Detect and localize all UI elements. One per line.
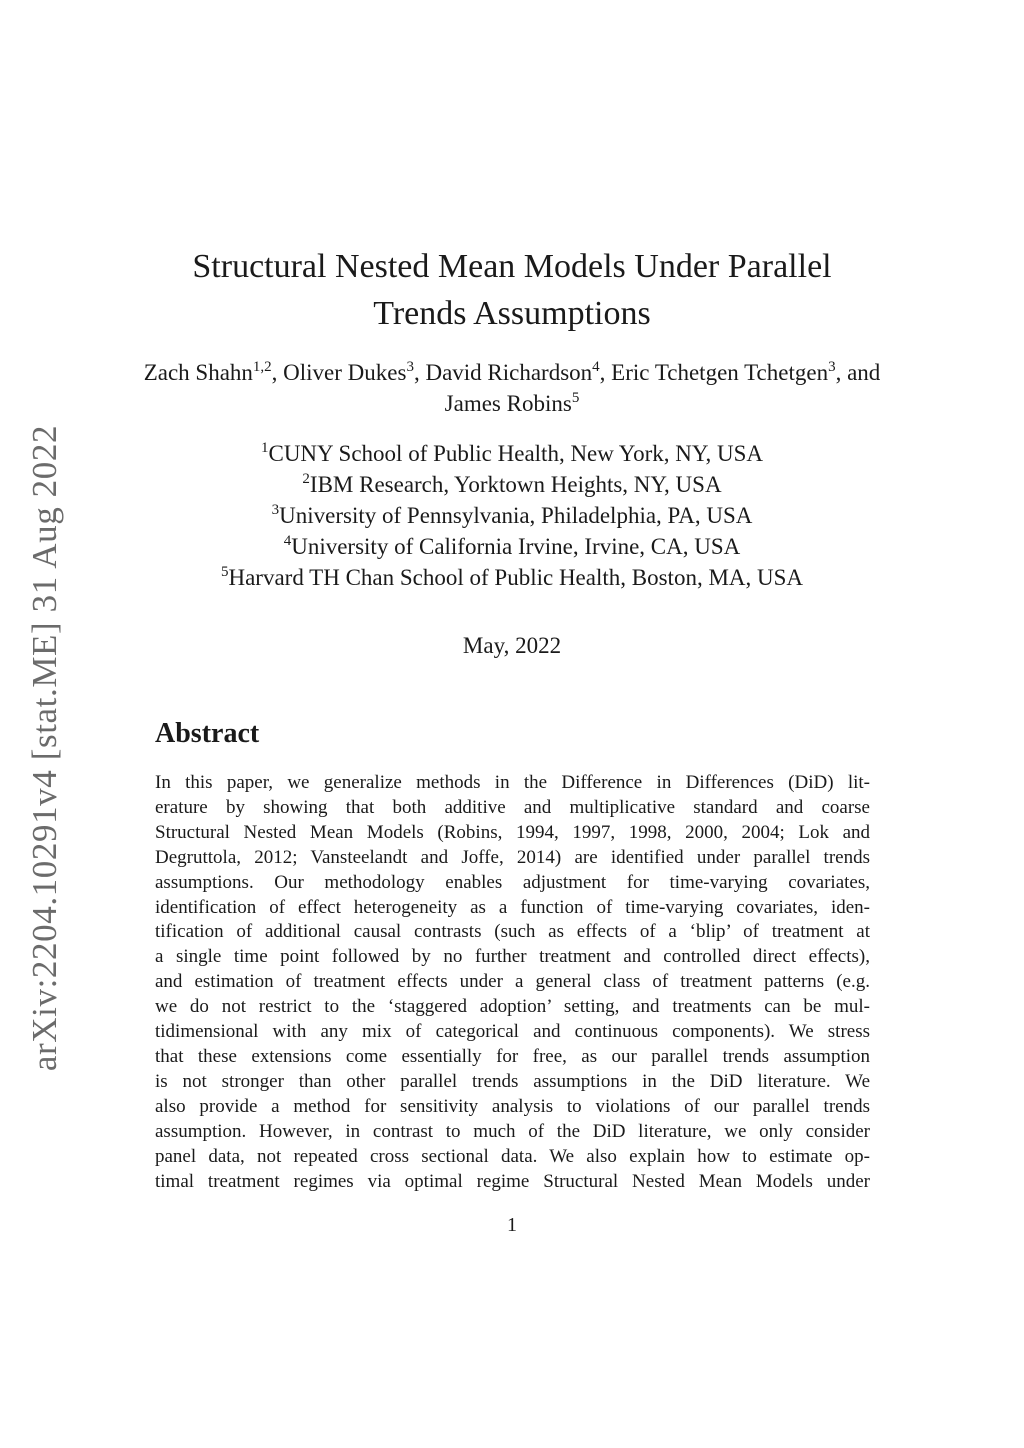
- affiliation: $^1$CUNY School of Public Health, New York, NY, USA: [260, 440, 763, 466]
- abstract-line: Degruttola, 2012; Vansteelandt and Joffe, 2014) are identified under parallel trends: [155, 846, 870, 868]
- author: Eric Tchetgen Tchetgen$^3$: [611, 359, 836, 385]
- author: James Robins$^5$: [444, 390, 580, 416]
- abstract-line: and estimation of treatment effects under a general class of treatment patterns (e.g.: [155, 971, 870, 993]
- author-affiliation-marker: 3: [406, 359, 414, 375]
- abstract-line: assumption. However, in contrast to much of the DiD literature, we only consider: [155, 1120, 870, 1142]
- abstract-line: also provide a method for sensitivity analysis to violations of our parallel trends: [155, 1095, 870, 1117]
- author: Oliver Dukes$^3$: [283, 359, 414, 385]
- author: Zach Shahn$^{1,2}$: [143, 359, 272, 385]
- author-affiliation-marker: 1,2: [252, 359, 272, 375]
- abstract-line: In this paper, we generalize methods in the Difference in Differences (DiD) lit-: [155, 772, 870, 793]
- title-line-2: Trends Assumptions: [373, 295, 651, 332]
- abstract-line: a single time point followed by no further treatment and controlled direct effects),: [155, 946, 870, 968]
- page-number: 1: [507, 1214, 517, 1236]
- abstract-line: identification of effect heterogeneity as a function of time-varying covariates, iden-: [155, 896, 870, 918]
- arxiv-identifier-text: arXiv:2204.10291v4 [stat.ME] 31 Aug 2022: [25, 424, 64, 1072]
- paper-title: [0, 243, 1024, 337]
- abstract-line: erature by showing that both additive and multiplicative standard and coarse: [155, 796, 870, 818]
- affiliation: $^3$University of Pennsylvania, Philadelphia, PA, USA: [271, 502, 753, 528]
- author: David Richardson$^4$: [425, 359, 600, 385]
- abstract-heading: Abstract: [155, 718, 260, 749]
- author-affiliation-marker: 5: [571, 390, 580, 406]
- abstract-line: Structural Nested Mean Models (Robins, 1994, 1997, 1998, 2000, 2004; Lok and: [155, 821, 870, 843]
- abstract-line: tidimensional with any mix of categorical and continuous components). We stress: [155, 1021, 870, 1043]
- abstract-line: that these extensions come essentially for free, as our parallel trends assumption: [155, 1045, 870, 1067]
- abstract-line: we do not restrict to the ‘staggered adoption’ setting, and treatments can be mul-: [155, 996, 870, 1018]
- author-affiliation-marker: 4: [592, 359, 600, 375]
- abstract-line: tification of additional causal contrasts (such as effects of a ‘blip’ of treatment at: [155, 921, 870, 943]
- affiliation-list: [0, 438, 1024, 593]
- abstract-line: assumptions. Our methodology enables adjustment for time-varying covariates,: [155, 871, 870, 893]
- author-affiliation-marker: 3: [828, 359, 836, 375]
- abstract-line: timal treatment regimes via optimal regime Structural Nested Mean Models under: [155, 1170, 870, 1192]
- publication-date: May, 2022: [462, 633, 562, 658]
- affiliation: $^2$IBM Research, Yorktown Heights, NY, USA: [302, 471, 722, 497]
- abstract-body: [155, 771, 870, 1194]
- affiliation: $^5$Harvard TH Chan School of Public Health, Boston, MA, USA: [220, 564, 804, 590]
- affiliation: $^4$University of California Irvine, Irvine, CA, USA: [283, 533, 741, 559]
- title-line-1: Structural Nested Mean Models Under Parallel: [192, 248, 832, 285]
- abstract-line: panel data, not repeated cross sectional data. We also explain how to estimate op-: [155, 1145, 870, 1167]
- abstract-line: is not stronger than other parallel trends assumptions in the DiD literature. We: [155, 1070, 870, 1092]
- author-list: Zach Shahn$^{1,2}$, Oliver Dukes$^3$, David Richardson$^4$, Eric Tchetgen Tchetgen$^3$, and James Robins$^5$: [143, 359, 881, 416]
